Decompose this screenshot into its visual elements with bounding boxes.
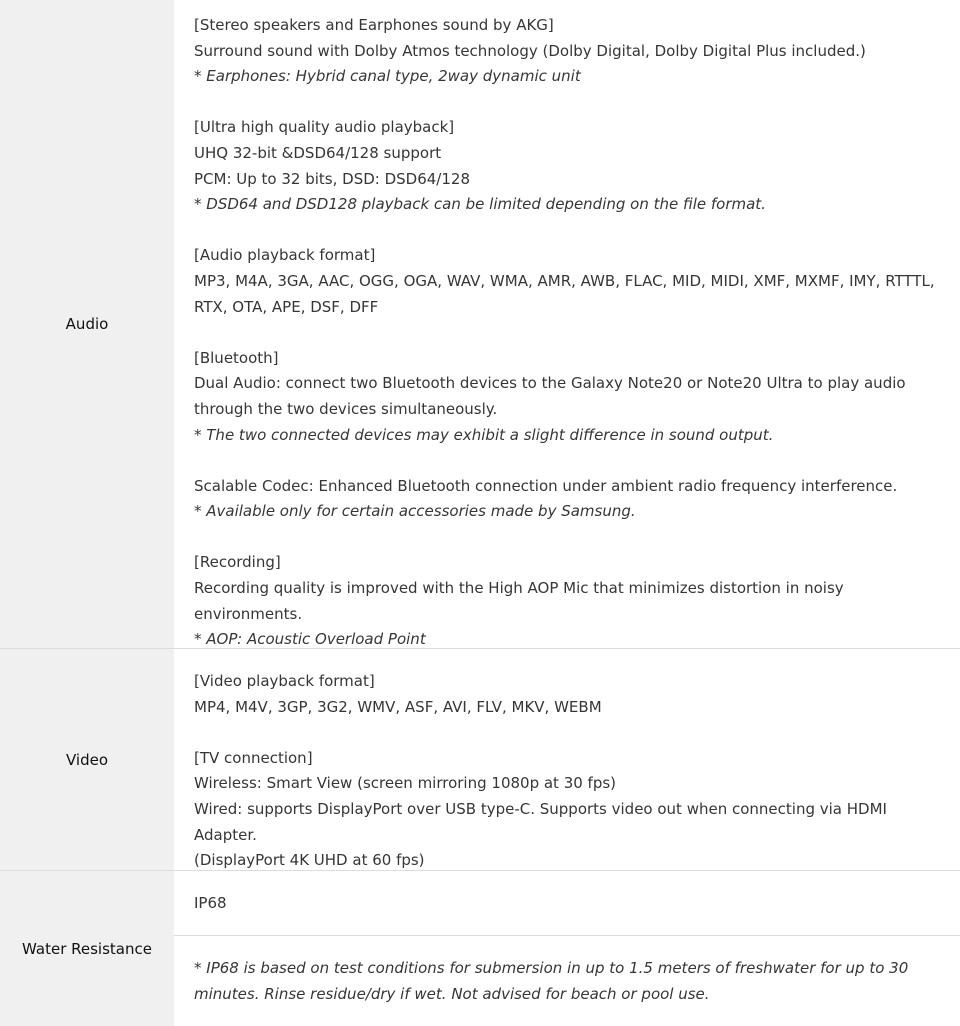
spec-label-video: Video — [0, 649, 174, 870]
video-displayport-text: (DisplayPort 4K UHD at 60 fps) — [194, 851, 425, 870]
audio-dual-audio-text: Dual Audio: connect two Bluetooth devices to the Galaxy Note20 or Note20 Ultra to play audio through the two devices simultaneously. — [194, 374, 911, 418]
audio-dual-audio-note: * The two connected devices may exhibit a slight difference in sound output. — [194, 425, 774, 444]
audio-bluetooth-heading: [Bluetooth] — [194, 348, 279, 367]
video-format-list: MP4, M4V, 3GP, 3G2, WMV, ASF, AVI, FLV, MKV, WEBM — [194, 697, 602, 716]
water-note-block — [174, 936, 960, 1007]
spec-value-water-resistance — [174, 871, 960, 1026]
spacer — [194, 525, 940, 551]
audio-uhq-support-text: UHQ 32-bit &DSD64/128 support — [194, 143, 442, 162]
audio-dsd-note: * DSD64 and DSD128 playback can be limited depending on the file format. — [194, 195, 766, 214]
video-wireless-text: Wireless: Smart View (screen mirroring 1080p at 30 fps) — [194, 774, 617, 793]
spec-value-audio — [174, 0, 960, 648]
spec-value-video — [174, 649, 960, 870]
audio-recording-text: Recording quality is improved with the High AOP Mic that minimizes distortion in noisy environments. — [194, 579, 849, 623]
audio-recording-heading: [Recording] — [194, 553, 281, 572]
water-rating: IP68 — [194, 894, 227, 912]
audio-pcm-text: PCM: Up to 32 bits, DSD: DSD64/128 — [194, 169, 470, 188]
audio-aop-note: * AOP: Acoustic Overload Point — [194, 630, 426, 649]
audio-scalable-codec-note: * Available only for certain accessories made by Samsung. — [194, 502, 636, 521]
audio-uhq-heading: [Ultra high quality audio playback] — [194, 118, 455, 137]
spec-row-video — [0, 649, 960, 871]
spacer — [194, 448, 940, 474]
spacer — [194, 720, 940, 746]
water-note: * IP68 is based on test conditions for submersion in up to 1.5 meters of freshwater for up to 30 minutes. Rinse residue/dry if wet. Not advised for beach or pool use. — [194, 959, 914, 1003]
audio-earphones-note: * Earphones: Hybrid canal type, 2way dynamic unit — [194, 67, 581, 86]
video-format-heading: [Video playback format] — [194, 672, 375, 690]
water-rating-block — [174, 871, 960, 936]
spec-label-audio: Audio — [0, 0, 174, 648]
video-wired-text: Wired: supports DisplayPort over USB type-C. Supports video out when connecting via HDMI Adapter. — [194, 799, 892, 844]
audio-format-heading: [Audio playback format] — [194, 246, 376, 265]
audio-akg-heading: [Stereo speakers and Earphones sound by AKG] — [194, 16, 554, 34]
audio-format-list: MP3, M4A, 3GA, AAC, OGG, OGA, WAV, WMA, AMR, AWB, FLAC, MID, MIDI, XMF, MXMF, IMY, RTTTL, RTX, OTA, APE, DSF, DFF — [194, 271, 940, 316]
audio-scalable-codec-text: Scalable Codec: Enhanced Bluetooth connection under ambient radio frequency interference. — [194, 476, 898, 495]
spec-row-water-resistance — [0, 871, 960, 1026]
spacer — [194, 218, 940, 244]
video-tv-heading: [TV connection] — [194, 748, 313, 767]
spacer — [194, 90, 940, 116]
spacer — [194, 320, 940, 346]
audio-dolby-text: Surround sound with Dolby Atmos technology (Dolby Digital, Dolby Digital Plus included.) — [194, 41, 866, 60]
spec-label-water-resistance: Water Resistance — [0, 871, 174, 1026]
